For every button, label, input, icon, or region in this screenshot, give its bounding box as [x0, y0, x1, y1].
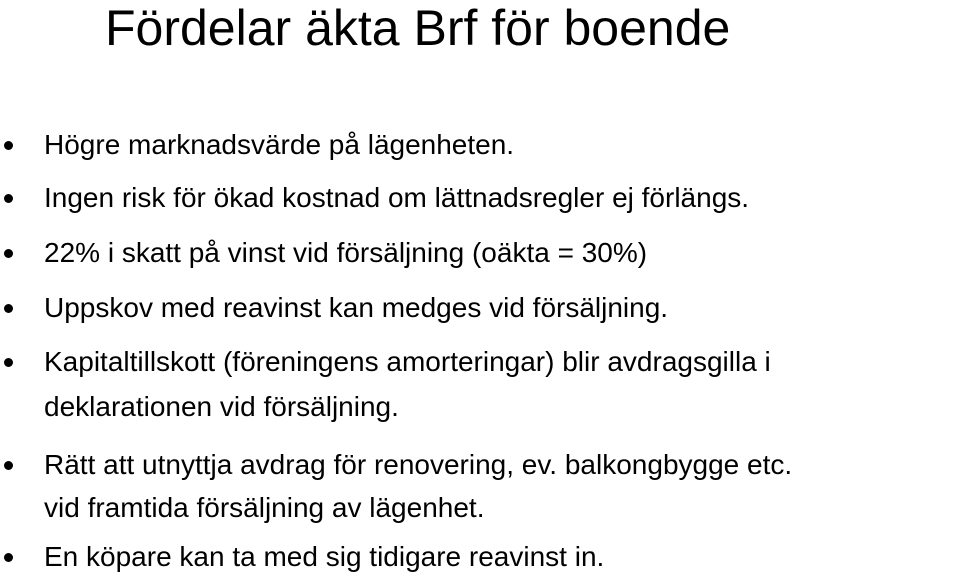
- bullet-text: Kapitaltillskott (föreningens amorteringar) blir avdragsgilla i: [44, 346, 771, 377]
- bullet-text: 22% i skatt på vinst vid försäljning (oäkta = 30%): [44, 237, 648, 268]
- slide-title: Fördelar äkta Brf för boende: [105, 0, 731, 56]
- bullet-dot-icon: [4, 194, 13, 203]
- bullet-text: Uppskov med reavinst kan medges vid försäljning.: [44, 292, 669, 323]
- bullet-text: Rätt att utnyttja avdrag för renovering, ev. balkongbygge etc.: [44, 449, 793, 480]
- bullet-dot-icon: [4, 141, 13, 150]
- bullet-dot-icon: [4, 461, 13, 470]
- bullet-text: vid framtida försäljning av lägenhet.: [44, 492, 485, 523]
- bullet-dot-icon: [4, 553, 13, 562]
- bullet-text: deklarationen vid försäljning.: [44, 391, 399, 422]
- bullet-text: Ingen risk för ökad kostnad om lättnadsregler ej förlängs.: [44, 182, 750, 213]
- bullet-dot-icon: [4, 249, 13, 258]
- bullet-text: Högre marknadsvärde på lägenheten.: [44, 129, 515, 160]
- bullet-dot-icon: [4, 304, 13, 313]
- bullet-dot-icon: [4, 358, 13, 367]
- bullet-text: En köpare kan ta med sig tidigare reavinst in.: [44, 541, 605, 572]
